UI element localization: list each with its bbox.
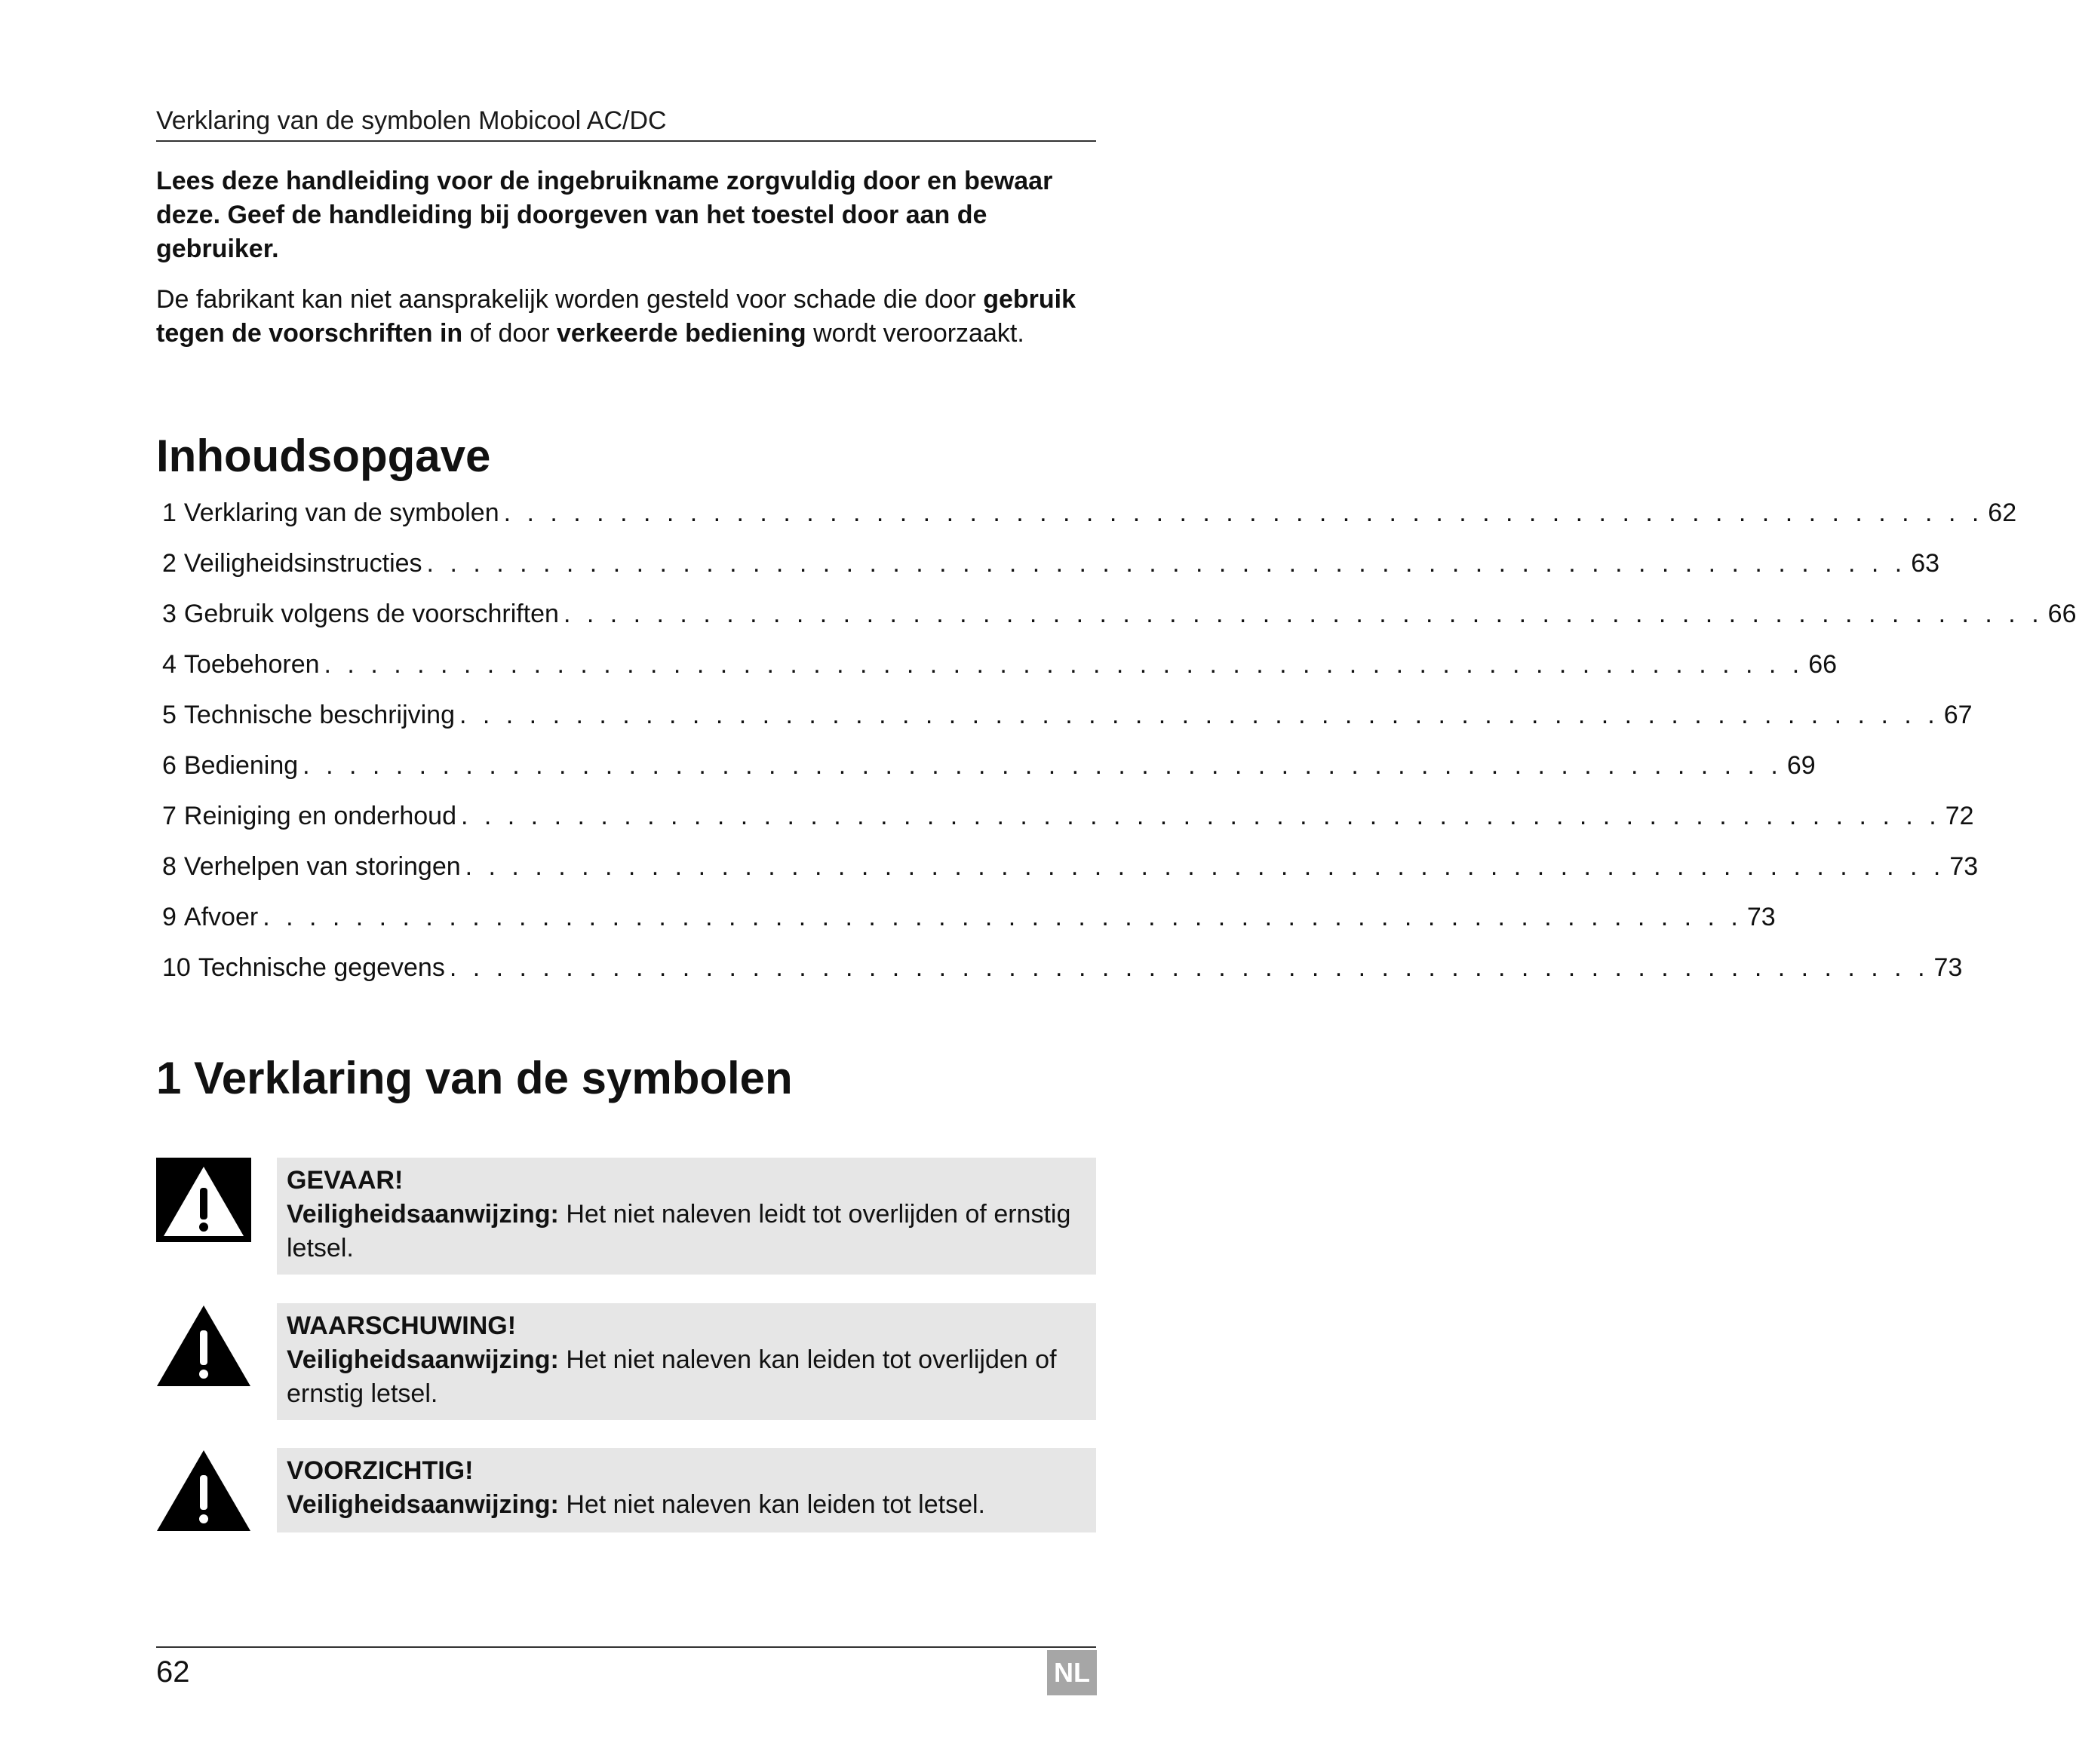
toc-leader-dots: . . . . . . . . . . . . . . . . . . . . . . . . . . . . . . . . . . . . . . . . . . . . . . . . . . . . . . . . . . . . . . . . (449, 953, 1930, 982)
toc-entry-page: 62 (1988, 499, 2017, 527)
toc-entry-page: 66 (1808, 650, 1838, 679)
toc-entry-title: Toebehoren (184, 649, 324, 680)
toc-entry-number: 4 (162, 650, 177, 679)
toc-entry[interactable] (162, 548, 1940, 599)
language-tab: NL (1047, 1650, 1097, 1695)
signal-word: VOORZICHTIG! (287, 1456, 474, 1485)
toc-entry-page: 66 (2047, 600, 2076, 628)
toc-entry[interactable] (162, 902, 1776, 953)
toc-entry[interactable] (162, 599, 2076, 649)
toc-entry-number: 1 (162, 499, 177, 527)
toc-entry-number: 7 (162, 802, 177, 830)
toc-entry-title: Veiligheidsinstructies (184, 548, 427, 578)
warning-triangle-icon (156, 1303, 251, 1388)
toc-heading: Inhoudsopgave (156, 431, 491, 481)
intro-bold-1: gebruik tegen de voorschriften in (156, 285, 1076, 348)
intro-bold-paragraph: Lees deze handleiding voor de ingebruikname zorgvuldig door en bewaar deze. Geef de handleiding bij doorgeven van het toestel door aan de gebruiker. (156, 167, 1053, 263)
toc-entry[interactable] (162, 750, 1816, 801)
intro-text-1: De fabrikant kan niet aansprakelijk worden gesteld voor schade die door (156, 285, 976, 314)
toc-entry-page: 69 (1786, 751, 1816, 780)
toc-entry-page: 73 (1933, 953, 1963, 982)
running-header: Verklaring van de symbolen Mobicool AC/DC (156, 103, 1096, 142)
intro-bold-2: verkeerde bediening (556, 319, 806, 348)
toc-entry-number: 5 (162, 701, 177, 729)
intro-text-3: wordt veroorzaakt. (813, 319, 1024, 348)
toc-entry[interactable] (162, 700, 1973, 750)
toc-leader-dots: . . . . . . . . . . . . . . . . . . . . . . . . . . . . . . . . . . . . . . . . . . . . . . . . . . . . . . . . . . . . . . . . (459, 701, 1939, 729)
toc-entry-title: Reiniging en onderhoud (184, 801, 461, 831)
toc-leader-dots: . . . . . . . . . . . . . . . . . . . . . . . . . . . . . . . . . . . . . . . . . . . . . . . . . . . . . . . . . . . . . . . . (503, 499, 1984, 527)
toc-entry-number: 9 (162, 903, 177, 931)
toc-entry-title: Gebruik volgens de voorschriften (184, 599, 564, 629)
toc-entry[interactable] (162, 801, 1974, 851)
notice-box (277, 1158, 1096, 1275)
notice-label: Veiligheidsaanwijzing: (287, 1200, 559, 1229)
notice-text: Het niet naleven kan leiden tot letsel. (566, 1490, 985, 1519)
toc-entry-title: Verhelpen van storingen (184, 851, 465, 882)
toc-entry-page: 67 (1943, 701, 1973, 729)
notice-text: Het niet naleven kan leiden tot overlijden of ernstig letsel. (287, 1345, 1057, 1408)
toc-entry[interactable] (162, 498, 2017, 548)
toc-leader-dots: . . . . . . . . . . . . . . . . . . . . . . . . . . . . . . . . . . . . . . . . . . . . . . . . . . . . . . . . . . . . . . . . (465, 852, 1945, 881)
toc-entry-number: 6 (162, 751, 177, 780)
signal-word: GEVAAR! (287, 1166, 404, 1195)
toc-leader-dots: . . . . . . . . . . . . . . . . . . . . . . . . . . . . . . . . . . . . . . . . . . . . . . . . . . . . . . . . . . . . . . . . (324, 650, 1804, 679)
toc-entry[interactable] (162, 649, 1838, 700)
toc-entry-title: Technische beschrijving (184, 700, 459, 730)
toc-entry[interactable] (162, 953, 1963, 1003)
toc-leader-dots: . . . . . . . . . . . . . . . . . . . . . . . . . . . . . . . . . . . . . . . . . . . . . . . . . . . . . . . . . . . . . . . . (426, 549, 1907, 578)
toc-leader-dots: . . . . . . . . . . . . . . . . . . . . . . . . . . . . . . . . . . . . . . . . . . . . . . . . . . . . . . . . . . . . . . . . (263, 903, 1743, 931)
toc-entry-number: 3 (162, 600, 177, 628)
toc-entry-page: 72 (1945, 802, 1974, 830)
toc-entry[interactable] (162, 851, 1979, 902)
toc-entry-page: 73 (1746, 903, 1776, 931)
toc-leader-dots: . . . . . . . . . . . . . . . . . . . . . . . . . . . . . . . . . . . . . . . . . . . . . . . . . . . . . . . . . . . . . . . . (302, 751, 1783, 780)
toc-leader-dots: . . . . . . . . . . . . . . . . . . . . . . . . . . . . . . . . . . . . . . . . . . . . . . . . . . . . . . . . . . . . . . . . (461, 802, 1941, 830)
toc-entry-page: 63 (1911, 549, 1940, 578)
footer-divider (156, 1646, 1096, 1648)
page-number: 62 (156, 1655, 190, 1689)
notice-label: Veiligheidsaanwijzing: (287, 1345, 559, 1374)
warning-triangle-icon (156, 1448, 251, 1532)
section-heading-symbols: 1 Verklaring van de symbolen (156, 1053, 793, 1103)
notice-box (277, 1448, 1096, 1532)
toc-entry-page: 73 (1949, 852, 1979, 881)
table-of-contents (162, 498, 2076, 1003)
intro-text-2: of door (469, 319, 550, 348)
warning-triangle-boxed-icon (156, 1158, 251, 1242)
signal-word: WAARSCHUWING! (287, 1311, 517, 1340)
toc-entry-title: Bediening (184, 750, 302, 781)
notice-label: Veiligheidsaanwijzing: (287, 1490, 559, 1519)
toc-entry-number: 8 (162, 852, 177, 881)
notice-box (277, 1303, 1096, 1420)
toc-entry-title: Verklaring van de symbolen (184, 498, 504, 528)
toc-entry-title: Afvoer (184, 902, 263, 932)
toc-entry-title: Technische gegevens (198, 953, 450, 983)
intro-paragraph (156, 283, 1096, 351)
toc-entry-number: 10 (162, 953, 191, 982)
notice-text: Het niet naleven leidt tot overlijden of ernstig letsel. (287, 1200, 1071, 1262)
toc-entry-number: 2 (162, 549, 177, 578)
toc-leader-dots: . . . . . . . . . . . . . . . . . . . . . . . . . . . . . . . . . . . . . . . . . . . . . . . . . . . . . . . . . . . . . . . . (563, 600, 2044, 628)
